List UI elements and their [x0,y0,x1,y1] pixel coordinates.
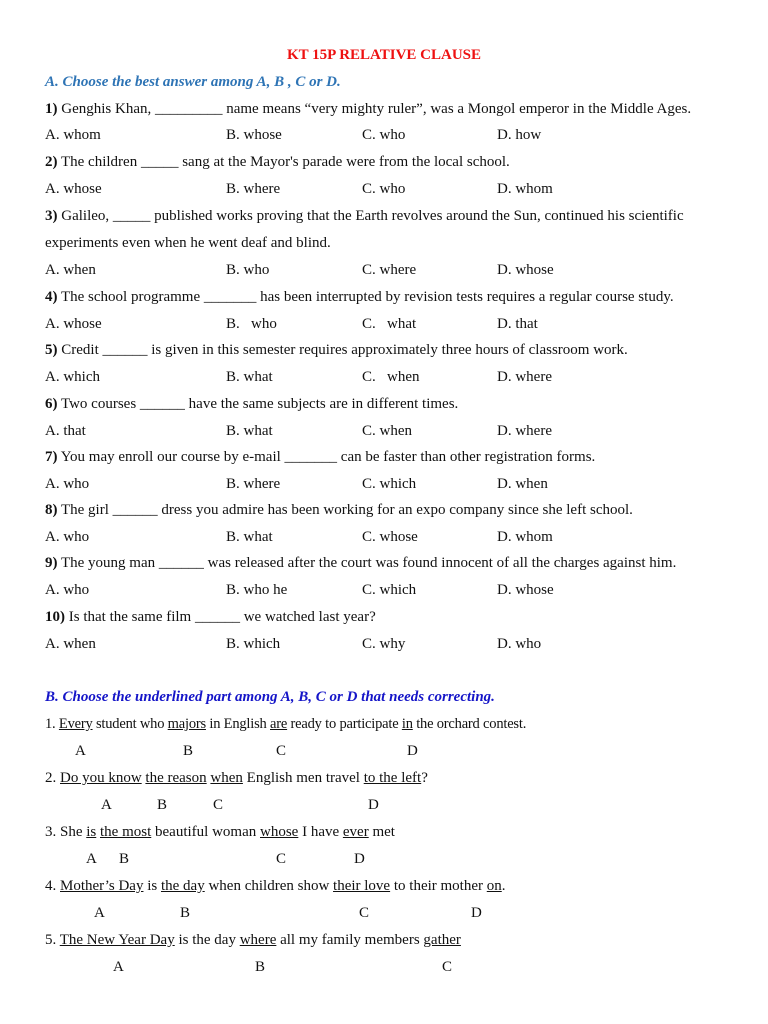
question-number: 6) [45,396,58,412]
option-a: A. who [45,582,90,598]
question-number: 2) [45,154,58,170]
option-c: C. why [362,636,406,652]
underlined-part-a: Do you know [60,770,142,786]
option-b: B. who [226,262,270,278]
option-d: D. where [497,369,552,385]
question-number: 4. [45,878,60,894]
option-d: D. that [497,316,538,332]
option-d: D. whose [497,262,554,278]
sentence-text: student who [92,716,168,732]
letter-b: B [180,905,191,921]
option-b: B. where [226,476,281,492]
letter-d: D [354,851,365,867]
question-number: 1. [45,716,59,732]
letter-d: D [368,797,379,813]
underlined-part-a: Every [58,716,93,732]
letter-a: A [94,905,105,921]
question-3 [45,206,684,226]
letter-c: C [276,851,287,867]
underlined-part-b: the day [160,878,205,894]
option-c: C. who [362,181,406,197]
question-number: 3. She [45,824,87,840]
option-a: A. when [45,636,96,652]
letter-c: C [359,905,370,921]
letter-a: A [113,959,124,975]
sentence-text: is [143,878,161,894]
option-b: B. which [226,636,281,652]
question-1 [45,99,691,119]
question-text: The school programme _______ has been interrupted by revision tests requires a regular course study. [60,289,674,305]
section-a-heading: A. Choose the best answer among A, B , C or D. [45,74,341,90]
underlined-part-a: Mother’s Day [60,878,144,894]
underlined-part-d: in [401,716,413,732]
underlined-part-b: the reason [145,770,207,786]
question-text: The girl ______ dress you admire has been working for an expo company since she left school. [60,502,633,518]
letter-a: A [101,797,112,813]
letter-a: A [86,851,97,867]
question-text: Genghis Khan, _________ name means “very mighty ruler”, was a Mongol emperor in the Middle Ages. [61,101,692,117]
page-title: KT 15P RELATIVE CLAUSE [286,47,482,63]
question-10 [45,607,376,627]
question-9 [45,553,676,573]
underlined-part-b: majors [167,716,206,732]
option-c: C. who [362,127,406,143]
underlined-part-c: whose [260,824,299,840]
error-question-3 [45,822,395,842]
letter-a: A [75,743,86,759]
option-a: A. whose [45,181,102,197]
option-c: C. when [362,423,412,439]
error-question-2 [45,768,428,788]
letter-d: D [471,905,482,921]
error-question-4 [45,876,506,896]
option-b: B. who [226,316,277,332]
question-4 [45,287,674,307]
question-number: 7) [45,449,58,465]
question-text: Galileo, _____ published works proving that the Earth revolves around the Sun, continued his scientific [61,208,684,224]
option-c: C. which [362,582,417,598]
option-a: A. when [45,262,96,278]
underlined-part-c: when [210,770,243,786]
question-3-continued: experiments even when he went deaf and blind. [45,235,331,251]
section-b-heading: B. Choose the underlined part among A, B, C or D that needs correcting. [45,689,495,705]
question-number: 9) [45,555,58,571]
option-d: D. how [497,127,542,143]
option-c: C. when [362,369,420,385]
question-7 [45,447,595,467]
option-a: A. who [45,476,90,492]
option-d: D. whom [497,529,553,545]
letter-c: C [442,959,453,975]
sentence-text: in English [205,716,270,732]
option-d: D. whom [497,181,553,197]
sentence-text: when children show [204,878,334,894]
option-b: B. where [226,181,281,197]
option-a: A. who [45,529,90,545]
underlined-part-b: where [239,932,277,948]
option-a: A. whose [45,316,102,332]
letter-c: C [276,743,287,759]
letter-b: B [157,797,168,813]
option-c: C. whose [362,529,418,545]
underlined-part-d: on [486,878,502,894]
option-b: B. what [226,529,273,545]
option-c: C. where [362,262,417,278]
question-2 [45,152,510,172]
question-text: You may enroll our course by e-mail _______ can be faster than other registration forms. [60,449,596,465]
sentence-text: all my family members [276,932,424,948]
question-number: 10) [45,609,65,625]
question-number: 4) [45,289,58,305]
sentence-text: met [368,824,395,840]
question-number: 3) [45,208,58,224]
question-text: Two courses ______ have the same subjects are in different times. [60,396,459,412]
question-number: 5. [45,932,60,948]
option-b: B. what [226,369,273,385]
underlined-part-a: is [86,824,97,840]
option-c: C. what [362,316,417,332]
sentence-text: I have [298,824,343,840]
option-c: C. which [362,476,417,492]
error-question-1 [45,714,526,734]
question-number: 8) [45,502,58,518]
option-b: B. what [226,423,273,439]
letter-b: B [119,851,130,867]
letter-c: C [213,797,224,813]
error-question-5 [45,930,461,950]
option-d: D. who [497,636,542,652]
letter-d: D [407,743,418,759]
sentence-text: ? [421,770,428,786]
underlined-part-a: The New Year Day [59,932,175,948]
option-d: D. where [497,423,552,439]
sentence-text: beautiful woman [151,824,260,840]
option-b: B. whose [226,127,282,143]
question-number: 5) [45,342,58,358]
sentence-text: ready to participate [287,716,402,732]
underlined-part-c: gather [423,932,461,948]
option-a: A. whom [45,127,101,143]
sentence-text: the orchard contest. [412,716,527,732]
sentence-text: . [501,878,506,894]
question-text: Credit ______ is given in this semester requires approximately three hours of classroom work. [61,342,628,358]
question-number: 1) [45,101,58,117]
option-a: A. which [45,369,100,385]
option-d: D. when [497,476,548,492]
question-8 [45,500,633,520]
underlined-part-d: to the left [363,770,422,786]
underlined-part-b: the most [100,824,152,840]
option-d: D. whose [497,582,554,598]
option-b: B. who he [226,582,288,598]
sentence-text: is the day [174,932,240,948]
letter-b: B [255,959,266,975]
underlined-part-c: their love [333,878,391,894]
question-6 [45,394,458,414]
question-text: The children _____ sang at the Mayor's parade were from the local school. [60,154,510,170]
question-text: The young man ______ was released after the court was found innocent of all the charges against him. [60,555,677,571]
question-number: 2. [45,770,60,786]
underlined-part-d: ever [342,824,369,840]
sentence-text: to their mother [390,878,487,894]
sentence-text: English men travel [242,770,364,786]
question-text: Is that the same film ______ we watched last year? [68,609,376,625]
letter-b: B [183,743,194,759]
question-5 [45,340,628,360]
underlined-part-c: are [270,716,288,732]
option-a: A. that [45,423,86,439]
